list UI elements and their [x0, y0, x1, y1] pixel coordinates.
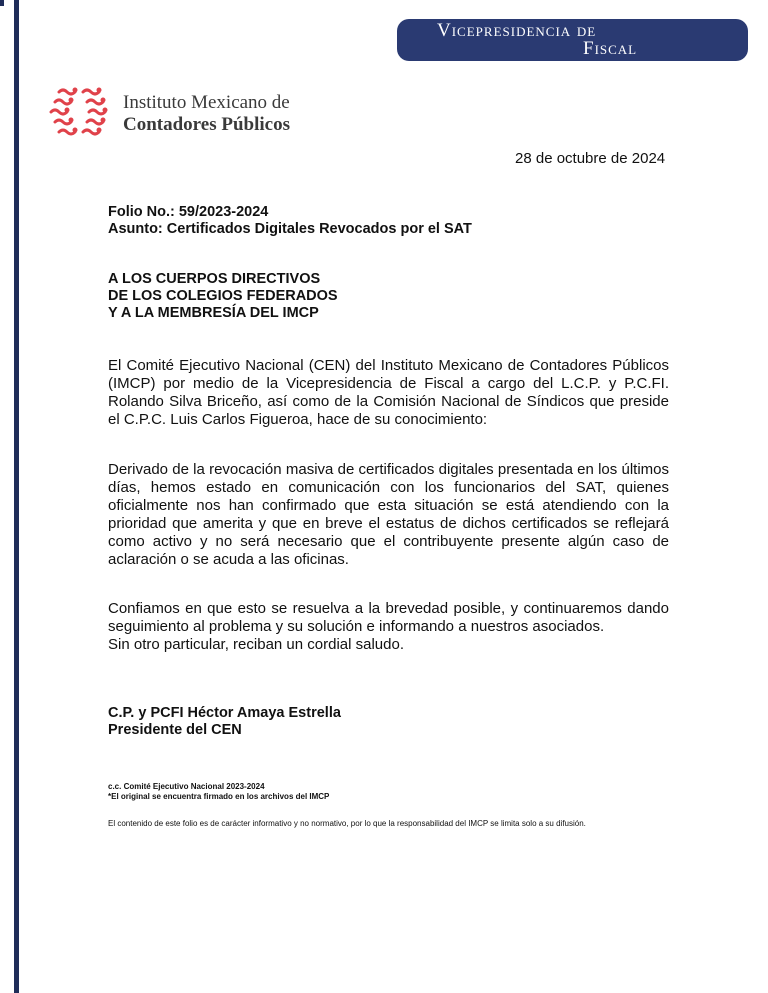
addressee-line-1: A LOS CUERPOS DIRECTIVOS: [108, 271, 321, 287]
folio-number: Folio No.: 59/2023-2024: [108, 204, 269, 220]
addressee-line-3: Y A LA MEMBRESÍA DEL IMCP: [108, 305, 319, 321]
imcp-logo-icon: [49, 84, 111, 142]
subject-line: Asunto: Certificados Digitales Revocados por el SAT: [108, 221, 472, 237]
organization-name-line-2: Contadores Públicos: [123, 114, 290, 135]
vicepresidencia-banner: [397, 19, 748, 61]
organization-name-line-1: Instituto Mexicano de: [123, 92, 290, 113]
signer-name: C.P. y PCFI Héctor Amaya Estrella: [108, 705, 341, 721]
addressee-block: [108, 271, 338, 322]
signature-block: [108, 705, 341, 739]
follow-up-text: Confiamos en que esto se resuelva a la brevedad posible, y continuaremos dando seguimiento al problema y su solución e informando a nuestros asociados.: [108, 600, 669, 635]
signer-title: Presidente del CEN: [108, 722, 242, 738]
folio-block: [108, 204, 472, 238]
left-border-rule: [14, 0, 19, 993]
banner-line-1: Vicepresidencia de: [437, 20, 597, 41]
closing-paragraph: [108, 600, 669, 654]
page-edge-mark: [0, 0, 4, 6]
cc-line: c.c. Comité Ejecutivo Nacional 2023-2024: [108, 782, 265, 791]
farewell-text: Sin otro particular, reciban un cordial saludo.: [108, 636, 405, 653]
original-note: *El original se encuentra firmado en los archivos del IMCP: [108, 792, 330, 801]
disclaimer-text: El contenido de este folio es de carácter informativo y no normativo, por lo que la responsabilidad del IMCP se limita solo a su difusión.: [108, 819, 586, 828]
addressee-line-2: DE LOS COLEGIOS FEDERADOS: [108, 288, 338, 304]
intro-paragraph: El Comité Ejecutivo Nacional (CEN) del Instituto Mexicano de Contadores Públicos (IMCP) por medio de la Vicepresidencia de Fiscal a cargo del L.C.P. y P.C.FI. Rolando Silva Briceño, así como de la Comisión Nacional de Síndicos que preside el C.P.C. Luis Carlos Figueroa, hace de su conocimiento:: [108, 357, 669, 428]
cc-block: [108, 782, 329, 802]
banner-line-2: Fiscal: [583, 38, 638, 59]
letter-date: 28 de octubre de 2024: [515, 150, 666, 167]
revocation-paragraph: Derivado de la revocación masiva de certificados digitales presentada en los últimos días, hemos estado en comunicación con los funcionarios del SAT, quienes oficialmente nos han confirmado que esta situación se está atendiendo con la prioridad que amerita y que en breve el estatus de dichos certificados se reflejará como activo y no será necesario que el contribuyente presente algún caso de aclaración o se acuda a las oficinas.: [108, 461, 669, 568]
organization-name: [123, 92, 290, 136]
